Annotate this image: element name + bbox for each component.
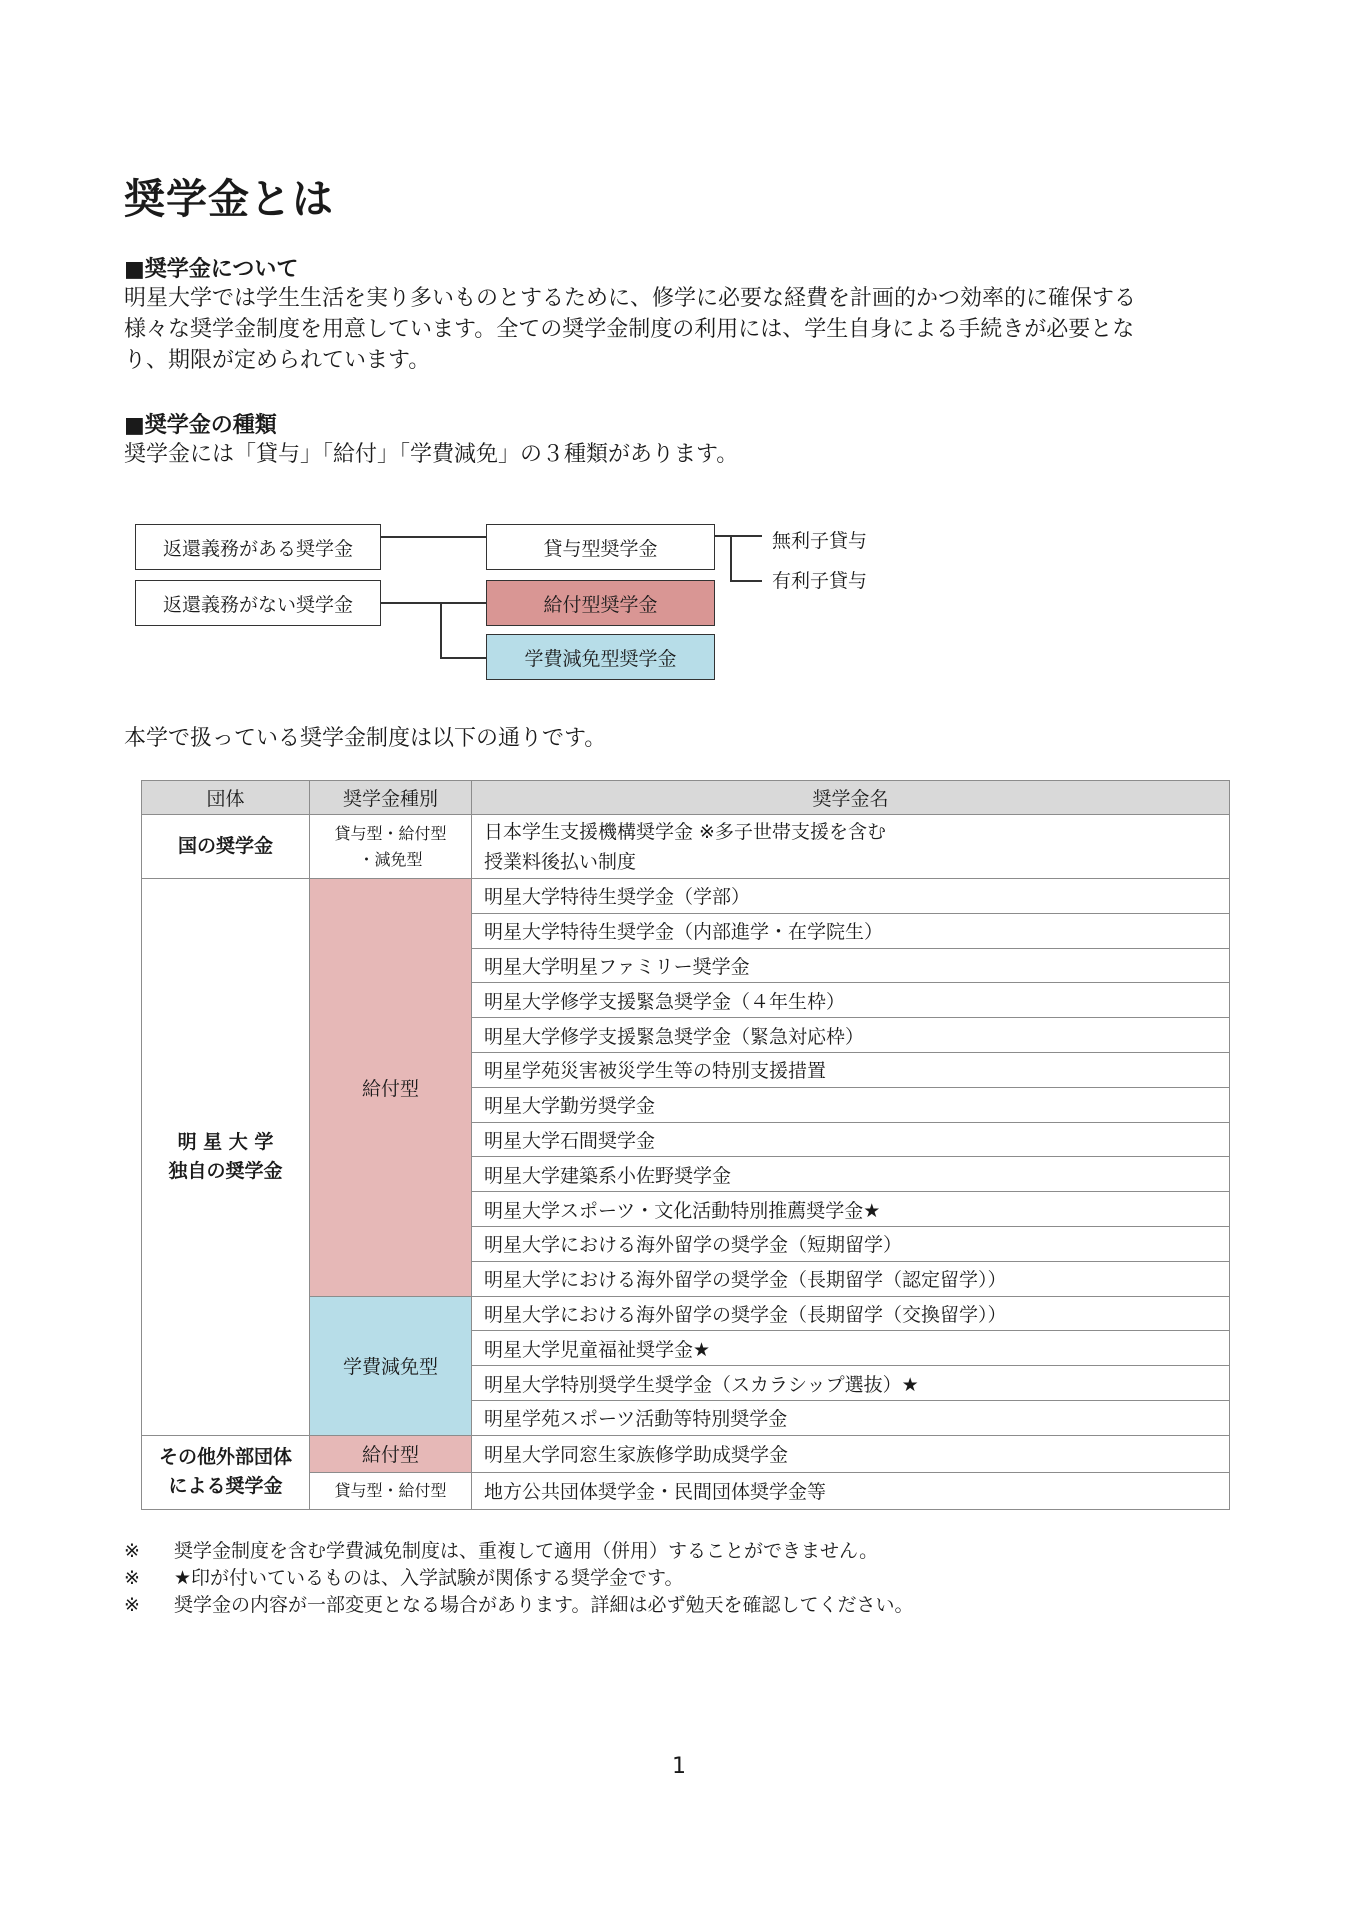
- diagram-connector: [440, 602, 442, 658]
- diagram-box-tuition-type: 学費減免型奨学金: [486, 634, 715, 680]
- diagram-connector: [381, 602, 486, 604]
- scholarship-name: 明星大学修学支援緊急奨学金（４年生枠）: [472, 983, 1230, 1018]
- scholarship-name: 明星大学特待生奨学金（内部進学・在学院生）: [472, 913, 1230, 948]
- org-cell-national: 国の奨学金: [142, 815, 310, 879]
- page-title: 奨学金とは: [124, 175, 334, 223]
- types-paragraph: 奨学金には「貸与」「給付」「学費減免」の３種類があります。: [124, 442, 739, 467]
- note-item: [124, 1565, 913, 1592]
- table-row: [142, 879, 1230, 914]
- note-text: 奨学金の内容が一部変更となる場合があります。詳細は必ず勉天を確認してください。: [174, 1594, 914, 1616]
- diagram-box-loan-type: 貸与型奨学金: [486, 524, 715, 570]
- name-cell-national: [472, 815, 1230, 879]
- scholarship-name: 明星大学明星ファミリー奨学金: [472, 948, 1230, 983]
- scholarship-name: 明星大学特別奨学生奨学金（スカラシップ選抜）★: [472, 1366, 1230, 1401]
- scholarship-name: 明星大学における海外留学の奨学金（短期留学）: [472, 1226, 1230, 1261]
- scholarship-name: 明星大学勤労奨学金: [472, 1087, 1230, 1122]
- scholarship-name: 明星大学における海外留学の奨学金（長期留学（交換留学））: [472, 1296, 1230, 1331]
- column-header-type: 奨学金種別: [310, 781, 472, 815]
- note-item: [124, 1538, 913, 1565]
- scholarship-name: 地方公共団体奨学金・民間団体奨学金等: [472, 1472, 1230, 1509]
- diagram-connector: [730, 580, 762, 582]
- scholarship-name: 明星大学同窓生家族修学助成奨学金: [472, 1435, 1230, 1472]
- diagram-box-grant-type: 給付型奨学金: [486, 580, 715, 626]
- page-number: 1: [672, 1754, 686, 1779]
- type-line: 貸与型・給付型: [334, 823, 447, 843]
- note-mark: ※: [124, 1540, 140, 1562]
- scholarship-name: 明星大学石間奨学金: [472, 1122, 1230, 1157]
- note-item: [124, 1592, 913, 1619]
- org-cell-external: [142, 1435, 310, 1509]
- column-header-name: 奨学金名: [472, 781, 1230, 815]
- diagram-box-repay-not-required: 返還義務がない奨学金: [135, 580, 381, 626]
- scholarship-name: 授業料後払い制度: [484, 850, 637, 873]
- scholarship-type-diagram: [0, 0, 1358, 700]
- note-text: ★印が付いているものは、入学試験が関係する奨学金です。: [174, 1567, 684, 1589]
- scholarship-name: 明星大学スポーツ・文化活動特別推薦奨学金★: [472, 1192, 1230, 1227]
- table-intro: 本学で扱っている奨学金制度は以下の通りです。: [124, 726, 607, 751]
- diagram-label-interest-free: 無利子貸与: [772, 530, 868, 552]
- diagram-label-interest-bearing: 有利子貸与: [772, 570, 868, 592]
- scholarship-name: 日本学生支援機構奨学金 ※多子世帯支援を含む: [484, 820, 886, 843]
- diagram-connector: [381, 536, 486, 538]
- org-line: による奨学金: [168, 1475, 283, 1498]
- diagram-box-repay-required: 返還義務がある奨学金: [135, 524, 381, 570]
- section-heading-types: ■奨学金の種類: [124, 413, 277, 438]
- scholarship-name: 明星大学修学支援緊急奨学金（緊急対応枠）: [472, 1018, 1230, 1053]
- diagram-connector: [715, 535, 762, 537]
- org-cell-meisei: [142, 879, 310, 1436]
- scholarship-name: 明星大学建築系小佐野奨学金: [472, 1157, 1230, 1192]
- diagram-connector: [440, 657, 486, 659]
- scholarship-name: 明星大学における海外留学の奨学金（長期留学（認定留学））: [472, 1261, 1230, 1296]
- type-line: ・減免型: [358, 849, 423, 869]
- type-cell-meisei-tuition: 学費減免型: [310, 1296, 472, 1435]
- about-line: 様々な奨学金制度を用意しています。全ての奨学金制度の利用には、学生自身による手続きが必要とな: [124, 317, 1135, 342]
- about-line: 明星大学では学生生活を実り多いものとするために、修学に必要な経費を計画的かつ効率的に確保する: [124, 286, 1137, 311]
- table-row: [142, 815, 1230, 879]
- scholarship-name: 明星学苑災害被災学生等の特別支援措置: [472, 1052, 1230, 1087]
- scholarship-name: 明星学苑スポーツ活動等特別奨学金: [472, 1400, 1230, 1435]
- table-header-row: [142, 781, 1230, 815]
- scholarship-name: 明星大学児童福祉奨学金★: [472, 1331, 1230, 1366]
- scholarship-name: 明星大学特待生奨学金（学部）: [472, 879, 1230, 914]
- notes: [124, 1538, 913, 1619]
- note-mark: ※: [124, 1567, 140, 1589]
- note-mark: ※: [124, 1594, 140, 1616]
- org-line: 独自の奨学金: [168, 1159, 283, 1182]
- note-text: 奨学金制度を含む学費減免制度は、重複して適用（併用）することができません。: [174, 1540, 879, 1562]
- type-cell-meisei-grant: 給付型: [310, 879, 472, 1297]
- type-cell-national: [310, 815, 472, 879]
- about-line: り、期限が定められています。: [124, 348, 431, 373]
- type-cell-external-grant: 給付型: [310, 1435, 472, 1472]
- column-header-org: 団体: [142, 781, 310, 815]
- diagram-connector: [730, 535, 732, 581]
- org-line: 明 星 大 学: [177, 1130, 274, 1153]
- table-row: [142, 1435, 1230, 1472]
- org-line: その他外部団体: [158, 1446, 292, 1469]
- type-cell-external-mixed: 貸与型・給付型: [310, 1472, 472, 1509]
- scholarship-table: [141, 780, 1230, 1510]
- section-heading-about: ■奨学金について: [124, 257, 299, 282]
